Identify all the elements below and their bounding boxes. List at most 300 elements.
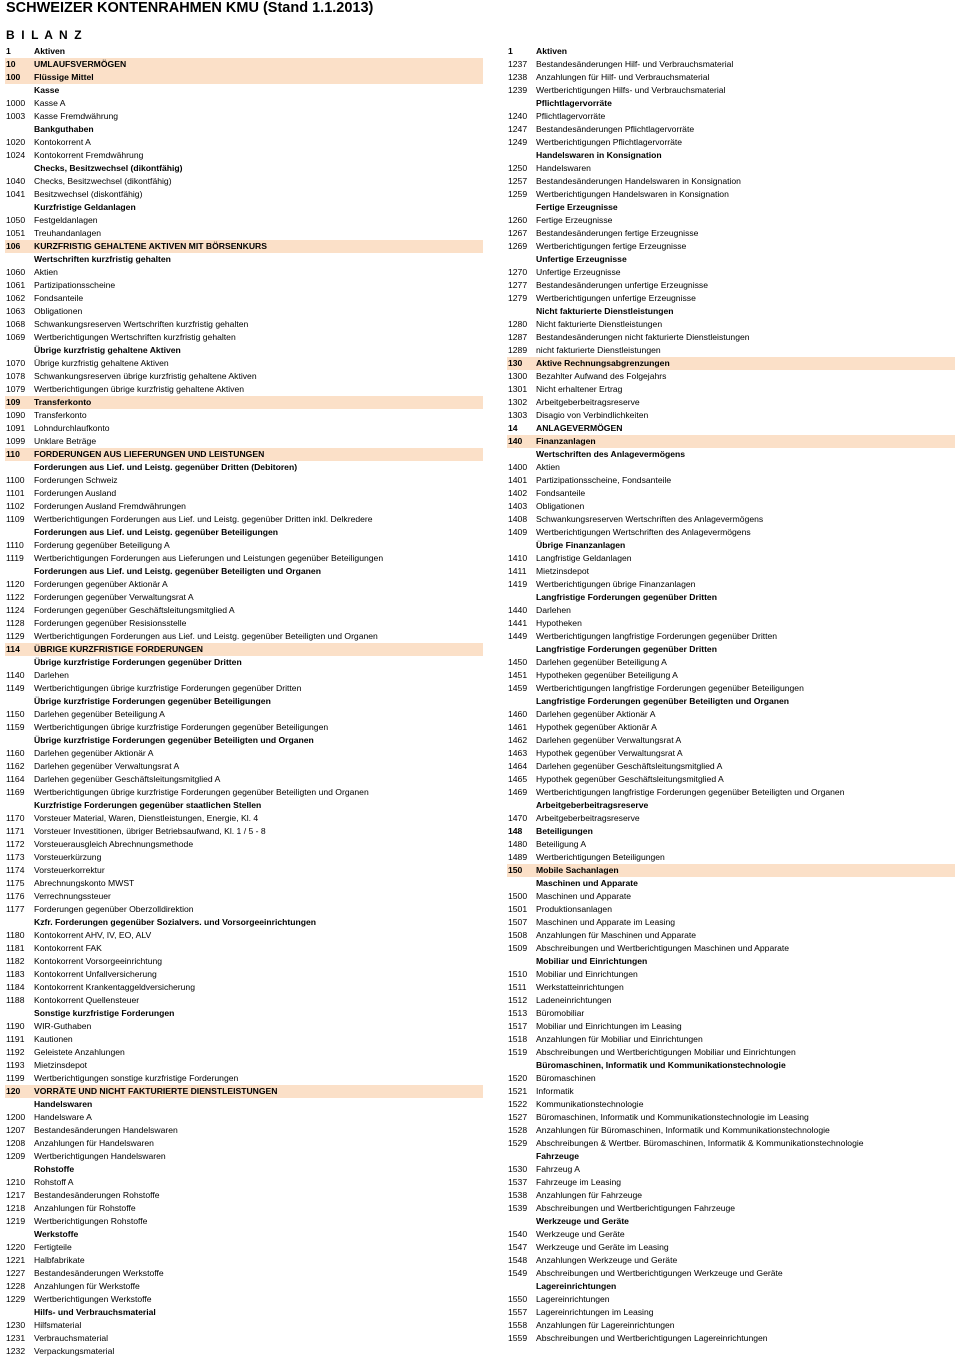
account-row: [507, 487, 955, 500]
account-number: 1170: [6, 813, 25, 823]
account-label: Arbeitgeberbeitragsreserve: [536, 800, 649, 810]
account-label: Abschreibungen und Wertberichtigungen Lagereinrichtungen: [536, 1333, 768, 1343]
account-label: Mobiliar und Einrichtungen im Leasing: [536, 1021, 682, 1031]
account-row: [507, 214, 955, 227]
account-row: [5, 149, 483, 162]
account-row: [5, 877, 483, 890]
account-number: 1303: [508, 410, 528, 420]
account-label: Unfertige Erzeugnisse: [536, 254, 627, 264]
account-row: [507, 773, 955, 786]
account-number: 1450: [508, 657, 528, 667]
account-number: 140: [508, 436, 523, 446]
account-number: 1051: [6, 228, 26, 238]
account-number: 1177: [6, 904, 25, 914]
account-label: Abschreibungen und Wertberichtigungen Fahrzeuge: [536, 1203, 736, 1213]
account-number: 1207: [6, 1125, 26, 1135]
account-number: 1260: [508, 215, 528, 225]
account-row: [507, 1254, 955, 1267]
account-row: [5, 305, 483, 318]
account-label: Mobiliar und Einrichtungen: [536, 956, 648, 966]
account-number: 1410: [508, 553, 528, 563]
account-number: 1527: [508, 1112, 528, 1122]
account-label: Aktive Rechnungsabgrenzungen: [536, 358, 670, 368]
account-label: Werkzeuge und Geräte: [536, 1216, 629, 1226]
account-subheading-row: [5, 344, 483, 357]
account-number: 1227: [6, 1268, 26, 1278]
account-number: 1078: [6, 371, 26, 381]
account-row: [5, 1215, 483, 1228]
account-label: Verrechnungssteuer: [34, 891, 111, 901]
account-label: Büromobiliar: [536, 1008, 585, 1018]
account-label: Anzahlungen für Werkstoffe: [34, 1281, 140, 1291]
account-number: 1257: [508, 176, 528, 186]
account-label: Kontokorrent A: [34, 137, 91, 147]
account-subheading-row: [5, 201, 483, 214]
account-row: [5, 175, 483, 188]
account-row: [5, 708, 483, 721]
account-row: [507, 1306, 955, 1319]
account-row: [5, 747, 483, 760]
account-number: 1173: [6, 852, 25, 862]
account-number: 130: [508, 358, 523, 368]
account-label: Mobiliar und Einrichtungen: [536, 969, 638, 979]
account-row: [507, 552, 955, 565]
account-row: [5, 890, 483, 903]
account-number: 1181: [6, 943, 25, 953]
account-label: Forderungen Schweiz: [34, 475, 118, 485]
account-label: Anzahlungen für Rohstoffe: [34, 1203, 136, 1213]
account-number: 1040: [6, 176, 26, 186]
account-label: Forderung gegenüber Beteiligung A: [34, 540, 170, 550]
account-row: [5, 786, 483, 799]
account-label: Wertberichtigungen übrige kurzfristige Forderungen gegenüber Dritten: [34, 683, 302, 693]
account-row: [507, 136, 955, 149]
account-number: 1: [6, 46, 11, 56]
account-row: [507, 565, 955, 578]
account-label: Darlehen gegenüber Geschäftsleitungsmitglied A: [34, 774, 221, 784]
account-number: 1069: [6, 332, 26, 342]
account-number: 1102: [6, 501, 25, 511]
account-label: Wertberichtigungen Wertschriften des Anlagevermögens: [536, 527, 751, 537]
account-subheading-row: [507, 877, 955, 890]
account-row: [507, 71, 955, 84]
account-label: Aktiven: [34, 46, 66, 56]
account-number: 1240: [508, 111, 528, 121]
account-label: Aktiven: [536, 46, 568, 56]
account-row: [5, 500, 483, 513]
account-label: Vorsteuer Material, Waren, Dienstleistungen, Energie, Kl. 4: [34, 813, 259, 823]
account-row: [507, 240, 955, 253]
account-row: [507, 123, 955, 136]
account-label: Schwankungsreserven Wertschriften kurzfristig gehalten: [34, 319, 249, 329]
account-label: Wertberichtigungen Forderungen aus Lief. und Leistg. gegenüber Beteiligten und Organen: [34, 631, 378, 641]
account-subheading-row: [507, 1059, 955, 1072]
account-label: ÜBRIGE KURZFRISTIGE FORDERUNGEN: [34, 644, 204, 654]
account-number: 1129: [6, 631, 25, 641]
account-row: [507, 526, 955, 539]
account-label: Vorsteuer Investitionen, übriger Betriebsaufwand, Kl. 1 / 5 - 8: [34, 826, 266, 836]
account-number: 1217: [6, 1190, 26, 1200]
account-row: [507, 331, 955, 344]
account-number: 1540: [508, 1229, 528, 1239]
account-row: [5, 474, 483, 487]
account-number: 10: [6, 59, 16, 69]
account-label: Nicht fakturierte Dienstleistungen: [536, 306, 674, 316]
account-subheading-row: [507, 201, 955, 214]
account-label: Partizipationsscheine: [34, 280, 116, 290]
account-row: [5, 1111, 483, 1124]
account-number: 1237: [508, 59, 528, 69]
account-number: 1559: [508, 1333, 528, 1343]
account-number: 1464: [508, 761, 528, 771]
account-label: Bestandesänderungen Rohstoffe: [34, 1190, 160, 1200]
account-label: Handelswaren: [536, 163, 591, 173]
account-subheading-row: [507, 253, 955, 266]
account-label: Fondsanteile: [34, 293, 84, 303]
account-row: [5, 331, 483, 344]
account-row: [507, 1111, 955, 1124]
account-subheading-row: [5, 1306, 483, 1319]
account-number: 1507: [508, 917, 528, 927]
account-number: 1480: [508, 839, 528, 849]
account-label: Hilfs- und Verbrauchsmaterial: [34, 1307, 156, 1317]
account-label: Lagereinrichtungen: [536, 1281, 617, 1291]
account-row: [5, 864, 483, 877]
account-label: Bestandesänderungen nicht fakturierte Dienstleistungen: [536, 332, 750, 342]
account-number: 1547: [508, 1242, 528, 1252]
account-subheading-row: [507, 1150, 955, 1163]
account-row: [507, 682, 955, 695]
account-label: Wertberichtigungen langfristige Forderungen gegenüber Beteiligungen: [536, 683, 804, 693]
account-row: [5, 1020, 483, 1033]
account-number: 1199: [6, 1073, 25, 1083]
account-number: 114: [6, 644, 20, 654]
account-row: [5, 578, 483, 591]
account-row: [507, 110, 955, 123]
account-label: Kontokorrent AHV, IV, EO, ALV: [34, 930, 152, 940]
account-label: Forderungen Ausland: [34, 488, 117, 498]
account-number: 109: [6, 397, 21, 407]
account-subheading-row: [507, 97, 955, 110]
account-row: [507, 396, 955, 409]
account-number: 1558: [508, 1320, 528, 1330]
account-number: 1557: [508, 1307, 528, 1317]
account-number: 1091: [6, 423, 26, 433]
account-label: Forderungen gegenüber Aktionär A: [34, 579, 168, 589]
account-number: 1470: [508, 813, 528, 823]
account-label: Checks, Besitzwechsel (dikontfähig): [34, 163, 183, 173]
account-label: Wertberichtigungen Handelswaren in Konsignation: [536, 189, 729, 199]
account-number: 1220: [6, 1242, 26, 1252]
account-number: 1510: [508, 969, 528, 979]
account-number: 1277: [508, 280, 528, 290]
account-number: 1522: [508, 1099, 528, 1109]
account-number: 1508: [508, 930, 528, 940]
account-number: 1050: [6, 215, 26, 225]
account-row: [5, 1345, 483, 1358]
account-label: Flüssige Mittel: [34, 72, 94, 82]
account-row: [507, 1098, 955, 1111]
account-label: Forderungen gegenüber Oberzolldirektion: [34, 904, 194, 914]
account-row: [507, 747, 955, 760]
account-label: Produktionsanlagen: [536, 904, 612, 914]
account-label: Wertberichtigungen übrige kurzfristige Forderungen gegenüber Beteiligten und Organen: [34, 787, 369, 797]
account-label: Wertberichtigungen langfristige Forderungen gegenüber Dritten: [536, 631, 778, 641]
account-number: 1231: [6, 1333, 26, 1343]
account-row: [507, 1072, 955, 1085]
account-number: 1402: [508, 488, 528, 498]
account-label: Forderungen aus Lief. und Leistg. gegenüber Beteiligten und Organen: [34, 566, 321, 576]
account-group-row: [5, 448, 483, 461]
account-number: 1230: [6, 1320, 26, 1330]
account-label: Wertschriften des Anlagevermögens: [536, 449, 686, 459]
account-number: 1063: [6, 306, 26, 316]
account-row: [507, 825, 955, 838]
account-label: Rohstoffe: [34, 1164, 75, 1174]
account-label: FORDERUNGEN AUS LIEFERUNGEN UND LEISTUNGEN: [34, 449, 265, 459]
account-number: 1302: [508, 397, 528, 407]
account-number: 1000: [6, 98, 26, 108]
account-label: Vorsteuerkürzung: [34, 852, 102, 862]
account-label: Maschinen und Apparate: [536, 878, 638, 888]
account-subheading-row: [5, 656, 483, 669]
account-label: Wertberichtigungen Forderungen aus Lief. und Leistg. gegenüber Dritten inkl. Delkredere: [34, 514, 373, 524]
account-row: [5, 279, 483, 292]
account-label: Besitzwechsel (diskontfähig): [34, 189, 143, 199]
account-number: 106: [6, 241, 21, 251]
account-label: Forderungen gegenüber Resisionsstelle: [34, 618, 187, 628]
account-number: 1280: [508, 319, 528, 329]
account-label: Geleistete Anzahlungen: [34, 1047, 125, 1057]
account-label: Kontokorrent Krankentaggeldversicherung: [34, 982, 195, 992]
account-number: 1174: [6, 865, 25, 875]
account-label: Darlehen gegenüber Beteiligung A: [536, 657, 667, 667]
account-number: 1289: [508, 345, 528, 355]
account-label: Wertberichtigungen übrige kurzfristig gehaltene Aktiven: [34, 384, 245, 394]
account-row: [507, 318, 955, 331]
account-row: [507, 1163, 955, 1176]
account-number: 1509: [508, 943, 528, 953]
account-label: Mobile Sachanlagen: [536, 865, 619, 875]
account-label: Darlehen gegenüber Verwaltungsrat A: [536, 735, 682, 745]
account-row: [5, 110, 483, 123]
account-group-row: [5, 240, 483, 253]
account-label: Rohstoff A: [34, 1177, 74, 1187]
account-group-row: [5, 1085, 483, 1098]
account-label: Fondsanteile: [536, 488, 586, 498]
account-row: [5, 1332, 483, 1345]
account-row: [507, 994, 955, 1007]
account-row: [5, 968, 483, 981]
account-label: Wertberichtigungen langfristige Forderungen gegenüber Beteiligten und Organen: [536, 787, 845, 797]
account-row: [5, 617, 483, 630]
account-row: [507, 1189, 955, 1202]
account-number: 120: [6, 1086, 21, 1096]
account-row: [507, 292, 955, 305]
account-row: [507, 786, 955, 799]
account-label: Lohndurchlaufkonto: [34, 423, 110, 433]
account-subheading-row: [507, 149, 955, 162]
account-number: 1172: [6, 839, 25, 849]
account-label: Maschinen und Apparate: [536, 891, 632, 901]
account-group-row: [5, 58, 483, 71]
account-label: Abschreibungen und Wertberichtigungen Werkzeuge und Geräte: [536, 1268, 783, 1278]
account-number: 1548: [508, 1255, 528, 1265]
account-number: 1409: [508, 527, 528, 537]
account-label: Arbeitgeberbeitragsreserve: [536, 813, 640, 823]
account-subheading-row: [507, 1280, 955, 1293]
account-label: Disagio von Verbindlichkeiten: [536, 410, 649, 420]
account-row: [507, 474, 955, 487]
account-label: Forderungen aus Lief. und Leistg. gegenüber Dritten (Debitoren): [34, 462, 298, 472]
account-subheading-row: [5, 84, 483, 97]
account-row: [5, 825, 483, 838]
account-number: 1210: [6, 1177, 26, 1187]
account-label: Übrige kurzfristige Forderungen gegenüber Beteiligungen: [34, 696, 271, 706]
account-label: Kurzfristige Geldanlagen: [34, 202, 136, 212]
account-label: Anzahlungen für Mobiliar und Einrichtungen: [536, 1034, 703, 1044]
account-row: [507, 617, 955, 630]
account-label: Hilfsmaterial: [34, 1320, 82, 1330]
account-number: 1451: [508, 670, 528, 680]
account-label: Transferkonto: [34, 397, 92, 407]
account-label: Fahrzeug A: [536, 1164, 580, 1174]
account-number: 1462: [508, 735, 528, 745]
account-number: 1232: [6, 1346, 26, 1356]
account-label: Anzahlungen für Büromaschinen, Informatik und Kommunikationstechnologie: [536, 1125, 830, 1135]
account-label: Hypothek gegenüber Verwaltungsrat A: [536, 748, 683, 758]
account-number: 1100: [6, 475, 25, 485]
account-number: 1169: [6, 787, 25, 797]
account-row: [5, 1072, 483, 1085]
account-row: [5, 994, 483, 1007]
account-label: Büromaschinen, Informatik und Kommunikationstechnologie im Leasing: [536, 1112, 809, 1122]
account-number: 1122: [6, 592, 25, 602]
account-label: Pflichtlagervorräte: [536, 98, 612, 108]
account-row: [5, 1150, 483, 1163]
account-number: 1175: [6, 878, 25, 888]
account-subheading-row: [507, 955, 955, 968]
account-row: [507, 344, 955, 357]
account-row: [507, 1124, 955, 1137]
account-number: 1: [508, 46, 513, 56]
account-number: 1182: [6, 956, 25, 966]
account-row: [5, 604, 483, 617]
account-number: 1162: [6, 761, 25, 771]
account-label: Festgeldanlagen: [34, 215, 98, 225]
account-label: Kontokorrent Vorsorgeeinrichtung: [34, 956, 163, 966]
account-label: Übrige kurzfristig gehaltene Aktiven: [34, 345, 181, 355]
account-row: [507, 422, 955, 435]
account-label: Bestandesänderungen Handelswaren in Konsignation: [536, 176, 741, 186]
account-row: [507, 890, 955, 903]
account-label: Hypothek gegenüber Aktionär A: [536, 722, 657, 732]
account-number: 1228: [6, 1281, 26, 1291]
account-label: Wertberichtigungen fertige Erzeugnisse: [536, 241, 687, 251]
account-label: Bestandesänderungen Hilf- und Verbrauchsmaterial: [536, 59, 734, 69]
account-row: [507, 1293, 955, 1306]
account-row: [507, 1332, 955, 1345]
account-row: [507, 578, 955, 591]
account-subheading-row: [5, 799, 483, 812]
account-subheading-row: [5, 1098, 483, 1111]
account-number: 1209: [6, 1151, 26, 1161]
account-number: 1267: [508, 228, 528, 238]
account-group-row: [507, 864, 955, 877]
account-label: Wertberichtigungen sonstige kurzfristige Forderungen: [34, 1073, 239, 1083]
account-subheading-row: [5, 734, 483, 747]
account-row: [507, 45, 955, 58]
account-label: Darlehen: [536, 605, 571, 615]
account-row: [507, 383, 955, 396]
account-label: Wertberichtigungen Handelswaren: [34, 1151, 166, 1161]
account-number: 150: [508, 865, 523, 875]
account-number: 1101: [6, 488, 25, 498]
account-label: Fertigteile: [34, 1242, 72, 1252]
account-subheading-row: [5, 253, 483, 266]
account-row: [5, 1319, 483, 1332]
account-label: Übrige Finanzanlagen: [536, 540, 626, 550]
account-label: Bestandesänderungen Pflichtlagervorräte: [536, 124, 695, 134]
account-number: 14: [508, 423, 518, 433]
account-number: 1079: [6, 384, 26, 394]
account-number: 1068: [6, 319, 26, 329]
account-number: 1459: [508, 683, 528, 693]
account-label: Vorsteuerausgleich Abrechnungsmethode: [34, 839, 194, 849]
account-number: 1192: [6, 1047, 25, 1057]
account-label: nicht fakturierte Dienstleistungen: [536, 345, 661, 355]
account-label: Langfristige Forderungen gegenüber Dritten: [536, 644, 717, 654]
account-label: Nicht erhaltener Ertrag: [536, 384, 623, 394]
account-row: [5, 838, 483, 851]
account-row: [507, 370, 955, 383]
account-subheading-row: [5, 916, 483, 929]
account-number: 1109: [6, 514, 25, 524]
account-number: 1041: [6, 189, 26, 199]
account-number: 1513: [508, 1008, 528, 1018]
account-number: 1070: [6, 358, 26, 368]
account-number: 1149: [6, 683, 25, 693]
account-label: Bezahlter Aufwand des Folgejahrs: [536, 371, 667, 381]
account-number: 1528: [508, 1125, 528, 1135]
account-label: Wertberichtigungen unfertige Erzeugnisse: [536, 293, 696, 303]
account-number: 1128: [6, 618, 25, 628]
account-row: [507, 279, 955, 292]
account-number: 1500: [508, 891, 528, 901]
account-row: [5, 760, 483, 773]
account-label: Vorsteuerkorrektur: [34, 865, 105, 875]
account-subheading-row: [5, 461, 483, 474]
account-row: [5, 214, 483, 227]
account-row: [507, 812, 955, 825]
account-subheading-row: [507, 695, 955, 708]
account-row: [5, 1059, 483, 1072]
account-number: 1461: [508, 722, 528, 732]
left-account-column: [5, 45, 483, 1358]
account-label: Verpackungsmaterial: [34, 1346, 115, 1356]
account-label: Anzahlungen für Lagereinrichtungen: [536, 1320, 675, 1330]
account-row: [5, 1124, 483, 1137]
account-label: Abschreibungen und Wertberichtigungen Mobiliar und Einrichtungen: [536, 1047, 796, 1057]
account-number: 1300: [508, 371, 528, 381]
account-number: 1512: [508, 995, 528, 1005]
account-row: [5, 812, 483, 825]
account-subheading-row: [5, 1228, 483, 1241]
account-label: Hypothek gegenüber Geschäftsleitungsmitglied A: [536, 774, 724, 784]
account-row: [507, 1007, 955, 1020]
account-row: [5, 851, 483, 864]
account-number: 1550: [508, 1294, 528, 1304]
